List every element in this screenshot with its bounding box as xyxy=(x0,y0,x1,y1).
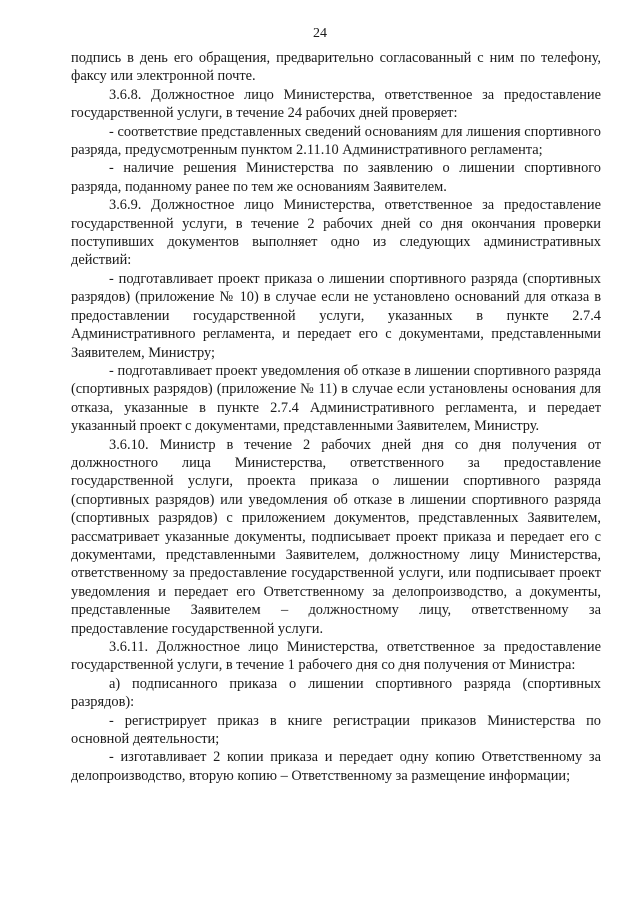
paragraph-continuation: подпись в день его обращения, предварительно согласованный с ним по телефону, факсу или электронной почте. xyxy=(71,50,601,85)
paragraph-3-6-10: 3.6.10. Министр в течение 2 рабочих дней дня со дня получения от должностного лица Министерства, ответственного за предоставление государственной услуги, проекта приказа о лишении спортивного разряда (спортивных разрядов) или уведомления об отказе в лишении спортивного разряда (спортивных разрядов) с приложением документов, представленных Заявителем, рассматривает указанные документы, подписывает проект приказа и передает его с документами, представленными Заявителем, должностному лицу Министерства, ответственному за предоставление государственной услуги, или подписывает проект уведомления и передает его Ответственному за делопроизводство, а документы, представленные Заявителем – должностному лицу, ответственному за предоставление государственной услуги. xyxy=(71,436,601,637)
list-item-signed-order: а) подписанного приказа о лишении спортивного разряда (спортивных разрядов): xyxy=(71,675,601,711)
paragraph-3-6-8: 3.6.8. Должностное лицо Министерства, ответственное за предоставление государственной услуги, в течение 24 рабочих дней проверяет: xyxy=(71,86,601,122)
list-item-make-copies: - изготавливает 2 копии приказа и передает одну копию Ответственному за делопроизводство, вторую копию – Ответственному за размещение информации; xyxy=(71,749,601,784)
document-body xyxy=(71,49,601,785)
list-item-register-order: - регистрирует приказ в книге регистрации приказов Министерства по основной деятельности; xyxy=(71,712,601,748)
paragraph-3-6-9: 3.6.9. Должностное лицо Министерства, ответственное за предоставление государственной услуги, в течение 2 рабочих дней со дня окончания проверки поступивших документов выполняет одно из следующих административных действий: xyxy=(71,197,601,269)
list-item-prepare-refusal: - подготавливает проект уведомления об отказе в лишении спортивного разряда (спортивных разрядов) (приложение № 11) в случае если установлены основания для отказа, указанные в пункте 2.7.4 Административного регламента, и передает указанный проект с документами, представленными Заявителем, Министру. xyxy=(71,362,601,435)
list-item-prepare-order: - подготавливает проект приказа о лишении спортивного разряда (спортивных разрядов) (приложение № 10) в случае если не установлено оснований для отказа в предоставлении государственной услуги, указанных в пункте 2.7.4 Административного регламента, и передает его с документами, представленными Заявителем, Министру; xyxy=(71,270,601,361)
page-number: 24 xyxy=(313,26,327,41)
paragraph-3-6-11: 3.6.11. Должностное лицо Министерства, ответственное за предоставление государственной услуги, в течение 1 рабочего дня со дня получения от Министра: xyxy=(71,639,601,674)
list-item-prior-decision-check: - наличие решения Министерства по заявлению о лишении спортивного разряда, поданному ранее по тем же основаниям Заявителем. xyxy=(71,160,601,195)
list-item-compliance-check: - соответствие представленных сведений основаниям для лишения спортивного разряда, предусмотренным пунктом 2.11.10 Административного регламента; xyxy=(71,123,601,159)
